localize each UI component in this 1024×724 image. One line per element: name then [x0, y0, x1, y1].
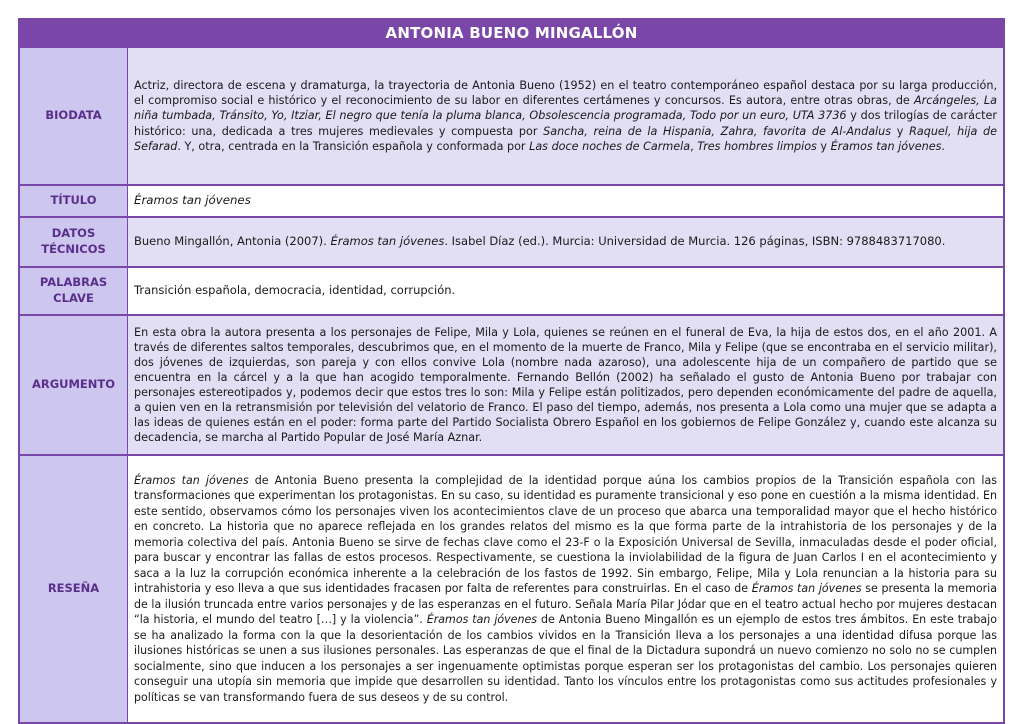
datos-text — [128, 218, 1003, 266]
text-segment: se presenta la memoria de la ilusión truncada entre varios personajes y de las esperanzas en el futuro. Señala María Pilar Jódar que en el teatro actual hecho por mujeres destacan “la historia, el mundo del teatro […] y la violencia”. — [134, 582, 998, 627]
resena-paragraph — [134, 473, 997, 706]
text-segment: . Y, otra, centrada en la Transición española y conformada por — [177, 139, 530, 153]
text-segment: En esta obra la autora presenta a los personajes de Felipe, Mila y Lola, quienes se reúnen en el funeral de Eva, la hija de estos dos, en el año 2001. A través de diferentes saltos temporales, descubrimos que, en el momento de la muerte de Franco, Mila y Felipe (que se encontraba en el servicio militar), dos jóvenes de izquierdas, son pareja y con ellos convive Lola (nombre nada azaroso), una adolescente hija de un compañero de partido que se encuentra en la cárcel y a la que han acogido temporalmente. Fernando Bellón (2002) ha señalado el gusto de Antonia Bueno por trabajar con personajes estereotipados y, podemos decir que estos tres lo son: Mila y Felipe están politizados, pero dependen económicamente del padre de aquella, a quien ven en la retransmisión por televisión del velatorio de Franco. El paso del tiempo, además, nos presenta a Lola como una mujer que se adapta a las ideas de quienes están en el poder: forma parte del Partido Socialista Obrero Español en los gobiernos de Felipe González y, cuando este alcanza su decadencia, se marcha al Partido Popular de José María Aznar. — [134, 325, 997, 445]
resena-text — [128, 456, 1003, 722]
palabras-text — [128, 268, 1003, 314]
italic-text-segment: Éramos tan jóvenes — [426, 613, 538, 627]
label-titulo: TÍTULO — [20, 186, 128, 216]
italic-text-segment: Éramos tan jóvenes — [830, 139, 942, 153]
text-segment: de Antonia Bueno presenta la complejidad de la identidad porque aúna los cambios propios de la Transición española con las transformaciones que experimentan los protagonistas. En su caso, su identidad es puramente transicional y eso pone en cuestión a la misma identidad. En este sentido, observamos cómo los personajes viven los acontecimientos clave de un proceso que abarca una temporalidad mayor que el hecho histórico en concreto. La historia que no aparece reflejada en los grandes relatos del mismo es la que forma parte de la intrahistoria de los personajes y de la memoria colectiva del país. Antonia Bueno se sirve de fechas clave como el 23-F o la Exposición Universal de Sevilla, inmaculadas desde el poder oficial, para buscar y encontrar las fallas de estos procesos. Respectivamente, se cuestiona la inviolabilidad de la figura de Juan Carlos I en el acontecimiento y saca a la luz la corrupción económica inherente a la celebración de los fastos de 1992. Sin embargo, Felipe, Mila y Lola renuncian a la historia para su intrahistoria y eso lleva a que sus identidades fracasen por falta de referentes para construirlas. En el caso de — [134, 473, 998, 596]
row-titulo — [20, 184, 1003, 216]
italic-text-segment: Éramos tan jóvenes — [134, 193, 251, 208]
italic-text-segment: Las doce noches de Carmela — [529, 139, 691, 153]
text-segment: y dos trilogías de carácter histórico: una, dedicada a tres mujeres medievales y compuesta por — [134, 109, 997, 138]
text-segment: . — [941, 139, 945, 153]
italic-text-segment: Éramos tan jóvenes — [134, 473, 249, 487]
label-argumento: ARGUMENTO — [20, 316, 128, 454]
label-palabras-clave: PALABRAS CLAVE — [20, 268, 128, 314]
text-segment: de Antonia Bueno Mingallón es un ejemplo de estos tres ámbitos. En este trabajo se ha analizado la forma con la que la desorientación de los cambios vividos en la Transición lleva a los personajes a una identidad difusa porque las ilusiones históricas se unen a sus ilusiones personales. Las esperanzas de que el final de la Dictadura supondrá un nuevo comienzo no solo no se cumplen socialmente, sino que inducen a los personajes a ser ingenuamente optimistas porque esperan ser los protagonistas del cambio. Los personajes quieren conseguir una utopía sin memoria que impide que desarrollen su identidad. Tanto los vínculos entre los protagonistas como sus actitudes profesionales y políticas se van transformando fuera de sus deseos y de su control. — [134, 613, 997, 704]
italic-text-segment: Éramos tan jóvenes — [330, 234, 445, 249]
row-biodata — [20, 46, 1003, 184]
text-segment: y — [816, 139, 831, 153]
argumento-text — [128, 316, 1003, 454]
text-segment: Transición española, democracia, identidad, corrupción. — [134, 283, 456, 298]
text-segment: , — [690, 139, 698, 153]
palabras-paragraph — [134, 283, 997, 298]
record-sheet — [18, 18, 1005, 724]
author-title: ANTONIA BUENO MINGALLÓN — [20, 20, 1003, 46]
label-resena: RESEÑA — [20, 456, 128, 722]
titulo-text — [128, 186, 1003, 216]
italic-text-segment: Raquel, hija de Sefarad — [134, 124, 997, 153]
row-datos-tecnicos — [20, 216, 1003, 266]
titulo-paragraph — [134, 193, 997, 208]
biodata-paragraph — [134, 78, 997, 153]
datos-paragraph — [134, 234, 997, 249]
label-datos-tecnicos: DATOS TÉCNICOS — [20, 218, 128, 266]
row-palabras-clave — [20, 266, 1003, 314]
biodata-text — [128, 48, 1003, 184]
text-segment: y — [891, 124, 910, 138]
text-segment: Bueno Mingallón, Antonia (2007). — [134, 234, 331, 249]
italic-text-segment: Éramos tan jóvenes — [751, 582, 862, 596]
text-segment: Actriz, directora de escena y dramaturga, la trayectoria de Antonia Bueno (1952) en el teatro contemporáneo español destaca por su larga producción, el compromiso social e histórico y el reconocimiento de su labor en diferentes certámenes y concursos. Es autora, entre otras obras, de — [134, 79, 997, 108]
argumento-paragraph — [134, 325, 997, 446]
italic-text-segment: Tres hombres limpios — [697, 139, 817, 153]
row-resena — [20, 454, 1003, 722]
italic-text-segment: Sancha, reina de la Hispania, Zahra, favorita de Al-Andalus — [543, 124, 892, 138]
row-argumento — [20, 314, 1003, 454]
italic-text-segment: Arcángeles, La niña tumbada, Tránsito, Yo, Itziar, El negro que tenía la pluma blanca, Obsolescencia programada, Todo por un euro, UTA 3736 — [134, 94, 997, 123]
text-segment: . Isabel Díaz (ed.). Murcia: Universidad de Murcia. 126 páginas, ISBN: 9788483717080. — [444, 234, 946, 249]
label-biodata: BIODATA — [20, 48, 128, 184]
